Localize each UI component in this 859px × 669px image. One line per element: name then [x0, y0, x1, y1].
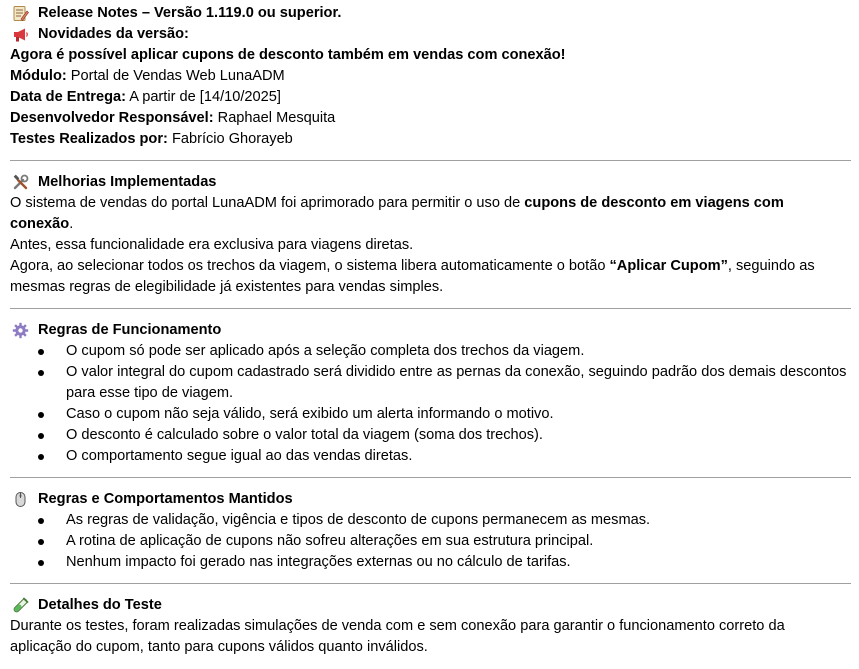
divider	[10, 583, 851, 584]
date-label: Data de Entrega:	[10, 89, 126, 105]
tests-paragraph: Durante os testes, foram realizadas simulações de venda com e sem conexão para garantir o funcionamento correto da aplicação do cupom, tanto para cupons válidos quanto inválidos.	[10, 618, 785, 655]
megaphone-icon	[12, 26, 29, 43]
kept-heading	[10, 489, 849, 510]
divider	[10, 477, 851, 478]
module-value: Portal de Vendas Web LunaADM	[70, 68, 285, 84]
improvements-paragraph-2: Antes, essa funcionalidade era exclusiva para viagens diretas.	[10, 237, 414, 253]
mouse-icon	[12, 491, 29, 508]
improvements-paragraph-1: O sistema de vendas do portal LunaADM foi aprimorado para permitir o uso de cupons de desconto em viagens com conexão.	[10, 195, 784, 232]
rules-title: Regras de Funcionamento	[38, 322, 222, 338]
news-label-line	[10, 24, 849, 45]
list-item: Nenhum impacto foi gerado nas integrações externas ou no cálculo de tarifas.	[10, 552, 849, 573]
dev-value: Raphael Mesquita	[217, 110, 336, 126]
memo-icon	[12, 5, 29, 22]
rules-list	[10, 341, 849, 467]
divider	[10, 308, 851, 309]
tools-icon	[12, 174, 29, 191]
tests-label: Testes Realizados por:	[10, 131, 168, 147]
date-value: A partir de [14/10/2025]	[129, 89, 281, 105]
headline: Agora é possível aplicar cupons de desconto também em vendas com conexão!	[10, 47, 566, 63]
list-item: O valor integral do cupom cadastrado será dividido entre as pernas da conexão, seguindo padrão dos demais descontos para esse tipo de viagem.	[10, 362, 849, 404]
tests-value: Fabrício Ghorayeb	[171, 131, 293, 147]
gear-icon	[12, 322, 29, 339]
testers-line	[10, 129, 849, 150]
dev-label: Desenvolvedor Responsável:	[10, 110, 214, 126]
delivery-date-line	[10, 87, 849, 108]
improvements-paragraph-3: Agora, ao selecionar todos os trechos da viagem, o sistema libera automaticamente o botão “Aplicar Cupom”, seguindo as mesmas regras de elegibilidade já existentes para vendas simples.	[10, 258, 815, 295]
list-item: Caso o cupom não seja válido, será exibido um alerta informando o motivo.	[10, 404, 849, 425]
module-label: Módulo:	[10, 68, 67, 84]
kept-list	[10, 510, 849, 573]
list-item: A rotina de aplicação de cupons não sofreu alterações em sua estrutura principal.	[10, 531, 849, 552]
kept-title: Regras e Comportamentos Mantidos	[38, 491, 293, 507]
list-item: O cupom só pode ser aplicado após a seleção completa dos trechos da viagem.	[10, 341, 849, 362]
divider	[10, 160, 851, 161]
module-line	[10, 66, 849, 87]
tests-title: Detalhes do Teste	[38, 597, 162, 613]
release-title-line	[10, 3, 849, 24]
rules-heading	[10, 320, 849, 341]
improvements-heading	[10, 172, 849, 193]
list-item: O desconto é calculado sobre o valor total da viagem (soma dos trechos).	[10, 425, 849, 446]
developer-line	[10, 108, 849, 129]
list-item: As regras de validação, vigência e tipos de desconto de cupons permanecem as mesmas.	[10, 510, 849, 531]
test-tube-icon	[12, 597, 29, 614]
news-label: Novidades da versão:	[38, 26, 189, 42]
improvements-title: Melhorias Implementadas	[38, 174, 217, 190]
release-title: Release Notes – Versão 1.119.0 ou superior.	[38, 5, 342, 21]
list-item: O comportamento segue igual ao das vendas diretas.	[10, 446, 849, 467]
tests-heading	[10, 595, 849, 616]
